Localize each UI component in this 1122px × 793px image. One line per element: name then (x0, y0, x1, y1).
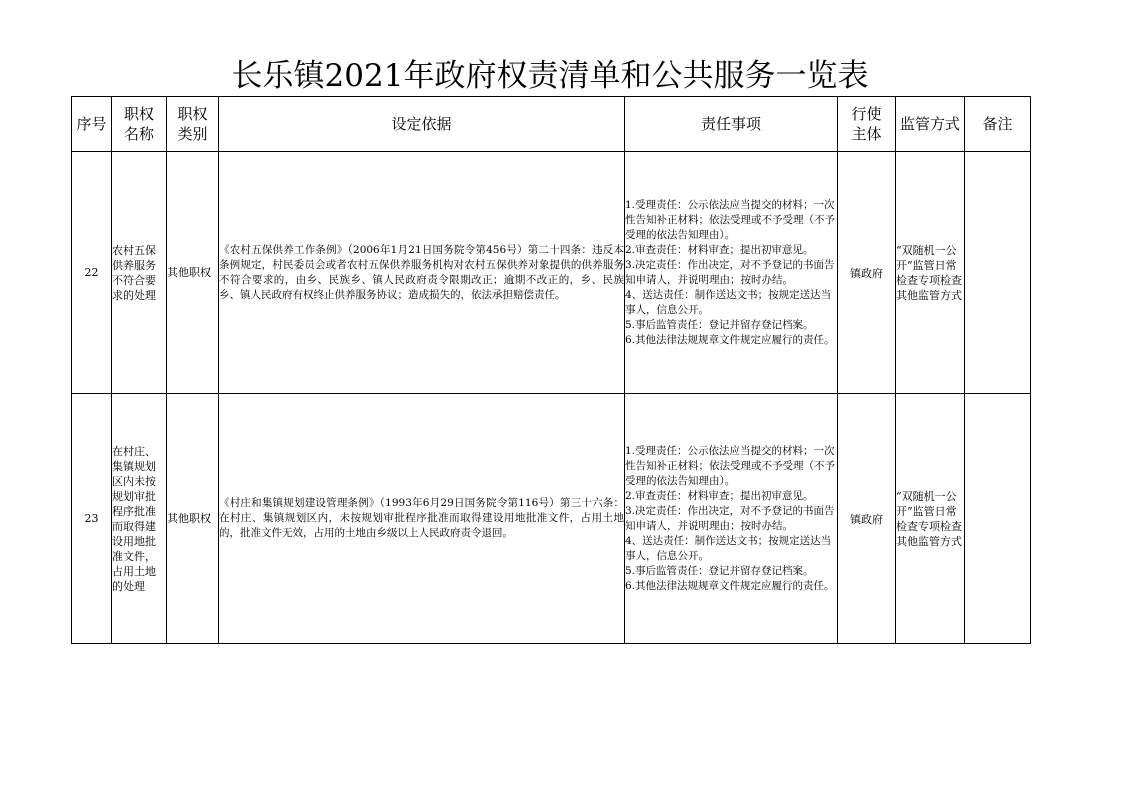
header-name: 职权名称 (112, 97, 167, 152)
responsibility-item: 5.事后监管责任：登记并留存登记档案。 (625, 564, 814, 577)
table-row (72, 152, 1031, 394)
power-list-table (71, 96, 1031, 644)
power-name-cell: 农村五保供养服务不符合要求的处理 (112, 152, 167, 394)
header-type: 职权类别 (167, 97, 219, 152)
responsibility-item: 5.事后监管责任：登记并留存登记档案。 (625, 318, 814, 331)
responsibility-item: 2.审查责任：材料审查；提出初审意见。 (625, 243, 814, 256)
table-row (72, 394, 1031, 644)
responsibility-item: 4、送达责任：制作送达文书；按规定送达当事人，信息公开。 (625, 534, 832, 562)
responsibility-item: 6.其他法律法规规章文件规定应履行的责任。 (625, 579, 835, 592)
supervision-mode-cell: “双随机一公开”监管日常检查专项检查其他监管方式 (896, 152, 965, 394)
page-title: 长乐镇2021年政府权责清单和公共服务一览表 (231, 58, 869, 94)
responsibility-item: 3.决定责任：作出决定，对不予登记的书面告知申请人，并说明理由；按时办结。 (625, 504, 835, 532)
seq-cell: 23 (72, 394, 112, 644)
note-cell (965, 394, 1031, 644)
header-basis: 设定依据 (219, 97, 625, 152)
power-name-cell: 在村庄、集镇规划区内未按规划审批程序批准而取得建设用地批准文件，占用土地的处理 (112, 394, 167, 644)
power-type-cell: 其他职权 (167, 394, 219, 644)
subject-cell: 镇政府 (838, 394, 896, 644)
supervision-mode-cell: “双随机一公开”监管日常检查专项检查其他监管方式 (896, 394, 965, 644)
responsibility-cell (625, 152, 838, 394)
power-type-cell: 其他职权 (167, 152, 219, 394)
note-cell (965, 152, 1031, 394)
responsibility-item: 4、送达责任：制作送达文书；按规定送达当事人，信息公开。 (625, 288, 832, 316)
basis-cell: 《农村五保供养工作条例》（2006年1月21日国务院令第456号）第二十四条：违反本条例规定，村民委员会或者农村五保供养服务机构对农村五保供养对象提供的供养服务不符合要求的，由乡、民族乡、镇人民政府责令限期改正；逾期不改正的，乡、民族乡、镇人民政府有权终止供养服务协议；造成损失的，依法承担赔偿责任。 (219, 152, 625, 394)
header-row (72, 97, 1031, 152)
responsibility-item: 2.审查责任：材料审查；提出初审意见。 (625, 489, 814, 502)
responsibility-item: 1.受理责任：公示依法应当提交的材料；一次性告知补正材料；依法受理或不予受理（不予受理的依法告知理由）。 (625, 198, 835, 241)
responsibility-cell (625, 394, 838, 644)
header-resp: 责任事项 (625, 97, 838, 152)
subject-cell: 镇政府 (838, 152, 896, 394)
basis-cell: 《村庄和集镇规划建设管理条例》（1993年6月29日国务院令第116号）第三十六条：在村庄、集镇规划区内，未按规划审批程序批准而取得建设用地批准文件，占用土地的，批准文件无效，占用的土地由乡级以上人民政府责令退回。 (219, 394, 625, 644)
header-subject: 行使主体 (838, 97, 896, 152)
responsibility-item: 3.决定责任：作出决定，对不予登记的书面告知申请人，并说明理由；按时办结。 (625, 258, 835, 286)
responsibility-item: 1.受理责任：公示依法应当提交的材料；一次性告知补正材料；依法受理或不予受理（不予受理的依法告知理由）。 (625, 444, 835, 487)
header-note: 备注 (965, 97, 1031, 152)
header-mode: 监管方式 (896, 97, 965, 152)
responsibility-item: 6.其他法律法规规章文件规定应履行的责任。 (625, 333, 835, 346)
header-seq: 序号 (72, 97, 112, 152)
seq-cell: 22 (72, 152, 112, 394)
